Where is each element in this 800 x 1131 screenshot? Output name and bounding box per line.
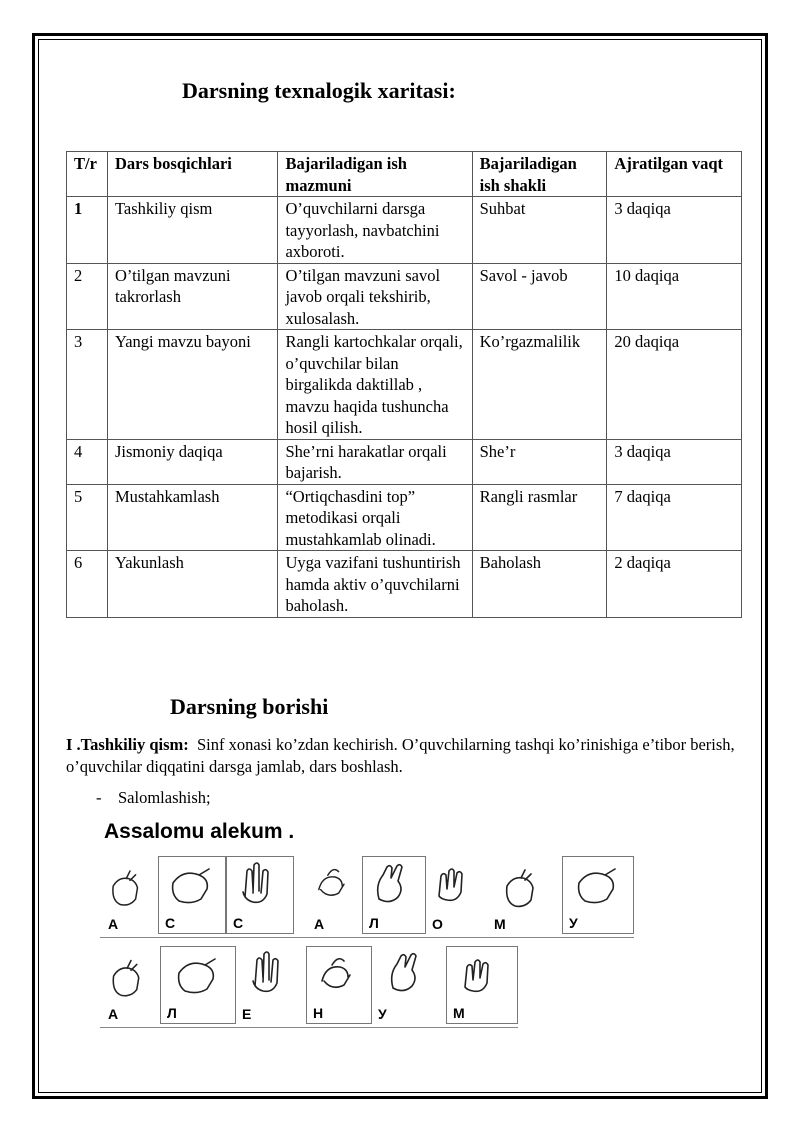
sign-letter: М [453, 1005, 465, 1021]
row-stage: Yakunlash [107, 551, 277, 618]
row-form: She’r [472, 439, 607, 484]
sign-cell [160, 946, 236, 1024]
row-time: 3 daqiqa [607, 439, 742, 484]
sign-letter: А [108, 916, 119, 932]
row-number: 2 [67, 263, 108, 330]
row-content: O’quvchilarni darsga tayyorlash, navbatchini axboroti. [278, 197, 472, 264]
row-number: 3 [67, 330, 108, 440]
page-title: Darsning texnalogik xaritasi: [182, 78, 456, 103]
row-stage: Yangi mavzu bayoni [107, 330, 277, 440]
sign-cell [426, 856, 488, 934]
row-number: 5 [67, 484, 108, 551]
sign-cell [308, 856, 362, 934]
row-content: Uyga vazifani tushuntirish hamda aktiv o’quvchilarni baholash. [278, 551, 472, 618]
sign-cell [226, 856, 294, 934]
table-row [67, 263, 742, 330]
sign-alphabet-row-2 [100, 946, 640, 1028]
sign-cell [446, 946, 518, 1024]
sign-cell [102, 856, 158, 934]
row-form: Savol - javob [472, 263, 607, 330]
header-form: Bajariladigan ish shakli [472, 152, 607, 197]
lesson-map-table [66, 151, 742, 618]
hand-sign-icon [159, 857, 227, 917]
hand-sign-icon [102, 856, 158, 916]
hand-sign-icon [363, 857, 427, 917]
sign-letter: М [494, 916, 506, 932]
sign-letter: Е [242, 1006, 252, 1022]
row-form: Rangli rasmlar [472, 484, 607, 551]
row-content: Rangli kartochkalar orqali, o’quvchilar bilan birgalikda daktillab , mavzu haqida tushuncha hosil qilish. [278, 330, 472, 440]
sign-alphabet-row-1 [100, 856, 640, 938]
sign-letter: А [108, 1006, 119, 1022]
row-form: Baholash [472, 551, 607, 618]
hand-sign-icon [308, 856, 362, 916]
row-time: 20 daqiqa [607, 330, 742, 440]
row-stage: Mustahkamlash [107, 484, 277, 551]
greeting-heading: Assalomu alekum . [104, 820, 295, 843]
sign-letter: О [432, 916, 443, 932]
row-form: Suhbat [472, 197, 607, 264]
sign-cell [102, 946, 160, 1024]
hand-sign-icon [447, 947, 519, 1007]
sign-cell [158, 856, 226, 934]
row-time: 10 daqiqa [607, 263, 742, 330]
sign-letter: Н [313, 1005, 324, 1021]
hand-sign-icon [227, 857, 295, 917]
paragraph-text: Sinf xonasi ko’zdan kechirish. O’quvchilarning tashqi ko’rinishiga e’tibor berish, o’quvchilar diqqatini darsga jamlab, dars boshlash. [66, 735, 735, 776]
row-time: 2 daqiqa [607, 551, 742, 618]
table-row [67, 439, 742, 484]
row-time: 3 daqiqa [607, 197, 742, 264]
table-row [67, 330, 742, 440]
sign-letter: А [314, 916, 325, 932]
row-stage: Tashkiliy qism [107, 197, 277, 264]
sign-letter: Л [369, 915, 379, 931]
row-time: 7 daqiqa [607, 484, 742, 551]
hand-sign-icon [102, 946, 160, 1006]
sign-letter: С [165, 915, 176, 931]
header-time: Ajratilgan vaqt [607, 152, 742, 197]
hand-sign-icon [488, 856, 562, 916]
hand-sign-icon [307, 947, 373, 1007]
row-stage: Jismoniy daqiqa [107, 439, 277, 484]
hand-sign-icon [236, 946, 306, 1006]
hand-sign-icon [563, 857, 635, 917]
section-title: Darsning borishi [170, 694, 329, 719]
row-form: Ko’rgazmalilik [472, 330, 607, 440]
row-number: 6 [67, 551, 108, 618]
hand-sign-icon [426, 856, 488, 916]
sign-cell [362, 856, 426, 934]
hand-sign-icon [161, 947, 237, 1007]
sign-cell [236, 946, 306, 1024]
row-content: O’tilgan mavzuni savol javob orqali tekshirib, xulosalash. [278, 263, 472, 330]
greeting-bullet [96, 788, 211, 808]
sign-cell [488, 856, 562, 934]
sign-row-baseline [100, 937, 634, 938]
sign-row-baseline [100, 1027, 518, 1028]
sign-letter: С [233, 915, 244, 931]
hand-sign-icon [372, 946, 446, 1006]
bullet-text: Salomlashish; [118, 788, 211, 807]
row-content: She’rni harakatlar orqali bajarish. [278, 439, 472, 484]
sign-letter: У [378, 1006, 387, 1022]
row-content: “Ortiqchasdini top” metodikasi orqali mustahkamlab olinadi. [278, 484, 472, 551]
table-header-row [67, 152, 742, 197]
sign-letter: Л [167, 1005, 177, 1021]
sign-letter: У [569, 915, 578, 931]
header-stages: Dars bosqichlari [107, 152, 277, 197]
header-number: T/r [67, 152, 108, 197]
organizational-part-paragraph [66, 734, 746, 778]
header-content: Bajariladigan ish mazmuni [278, 152, 472, 197]
row-number: 1 [67, 197, 108, 264]
row-stage: O’tilgan mavzuni takrorlash [107, 263, 277, 330]
table-row [67, 484, 742, 551]
bullet-dash: - [96, 788, 102, 807]
table-row [67, 197, 742, 264]
sign-cell [306, 946, 372, 1024]
paragraph-label: I .Tashkiliy qism: [66, 735, 189, 754]
sign-cell [562, 856, 634, 934]
table-row [67, 551, 742, 618]
row-number: 4 [67, 439, 108, 484]
sign-cell [372, 946, 446, 1024]
